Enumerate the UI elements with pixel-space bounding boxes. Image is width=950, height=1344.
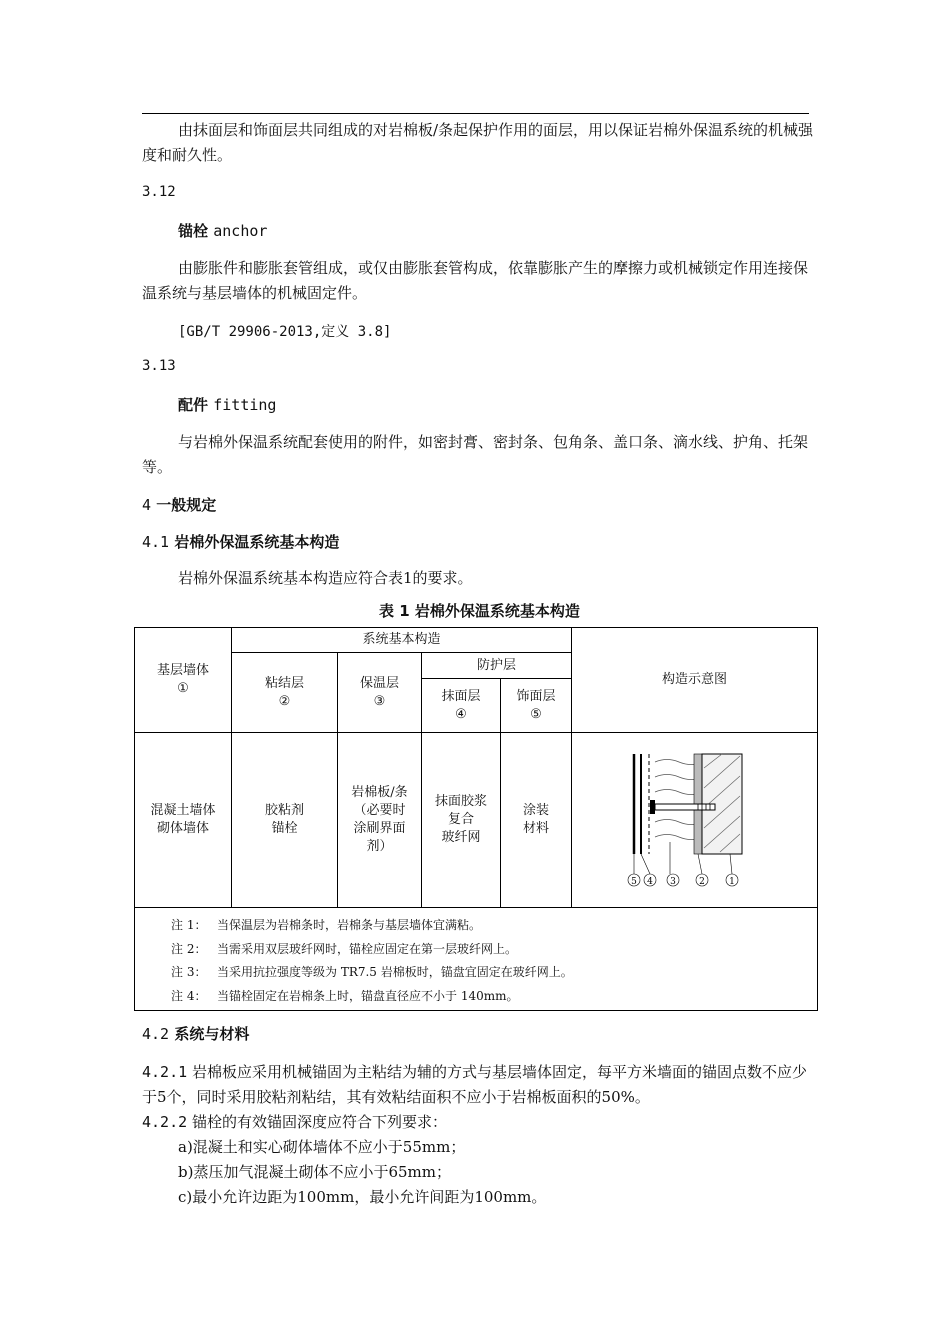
term-fitting bbox=[178, 394, 276, 415]
header-base-wall: 基层墙体 ① bbox=[135, 628, 232, 733]
header-plaster-layer: 抹面层 ④ bbox=[422, 679, 501, 733]
section-4-1-text: 岩棉外保温系统基本构造应符合表1的要求。 bbox=[178, 569, 473, 587]
anchor-definition: 由膨胀件和膨胀套管组成，或仅由膨胀套管构成，依靠膨胀产生的摩擦力或机械锁定作用连接保温系统与基层墙体的机械固定件。 bbox=[142, 259, 809, 302]
note-2: 注 2： 当需采用双层玻纤网时，锚栓应固定在第一层玻纤网上。 bbox=[171, 941, 518, 956]
note-1: 注 1： 当保温层为岩棉条时，岩棉条与基层墙体宜满粘。 bbox=[171, 918, 482, 932]
section-4-2-2: 4.2.2 锚栓的有效锚固深度应符合下列要求： bbox=[142, 1113, 447, 1131]
list-item-a: a)混凝土和实心砌体墙体不应小于55mm； bbox=[178, 1138, 466, 1156]
section-4-heading: 4 一般规定 bbox=[142, 496, 217, 514]
header-adhesive-layer: 粘结层 ② bbox=[232, 653, 338, 733]
header-finish-layer: 饰面层 ⑤ bbox=[501, 679, 572, 733]
header-rule bbox=[142, 113, 809, 114]
section-3-12-number: 3.12 bbox=[142, 184, 176, 200]
construction-diagram bbox=[620, 742, 770, 892]
anchor-reference: [GB/T 29906-2013,定义 3.8] bbox=[178, 324, 392, 340]
cell-diagram bbox=[572, 733, 818, 908]
diagram-label-2: 2 bbox=[698, 877, 705, 887]
list-item-c: c)最小允许边距为100mm，最小允许间距为100mm。 bbox=[178, 1188, 547, 1206]
note-3: 注 3： 当采用抗拉强度等级为 TR7.5 岩棉板时，锚盘宜固定在玻纤网上。 bbox=[171, 965, 573, 979]
diagram-label-5: 5 bbox=[630, 877, 637, 887]
cell-adhesive: 胶粘剂 锚栓 bbox=[232, 733, 338, 908]
cell-insulation: 岩棉板/条 （必要时 涂刷界面 剂） bbox=[338, 733, 422, 908]
list-item-b: b)蒸压加气混凝土砌体不应小于65mm； bbox=[178, 1163, 451, 1181]
table-caption: 表 1 岩棉外保温系统基本构造 bbox=[379, 602, 580, 620]
cell-base-wall: 混凝土墙体 砌体墙体 bbox=[135, 733, 232, 908]
header-system: 系统基本构造 bbox=[232, 628, 572, 653]
term-fitting-cn: 配件 bbox=[178, 396, 209, 414]
header-protection-layer: 防护层 bbox=[422, 653, 572, 679]
term-anchor-cn: 锚栓 bbox=[178, 222, 209, 240]
cell-finish: 涂装 材料 bbox=[501, 733, 572, 908]
anchor-plate bbox=[650, 800, 655, 814]
header-diagram: 构造示意图 bbox=[572, 628, 818, 733]
term-fitting-en: fitting bbox=[213, 396, 277, 414]
section-4-2-1: 4.2.1 岩棉板应采用机械锚固为主粘结为辅的方式与基层墙体固定，每平方米墙面的锚固点数不应少于5个，同时采用胶粘剂粘结，其有效粘结面积不应小于岩棉板面积的50%。 bbox=[142, 1063, 807, 1106]
table-notes bbox=[135, 908, 818, 1011]
intro-paragraph: 由抹面层和饰面层共同组成的对岩棉板/条起保护作用的面层，用以保证岩棉外保温系统的机械强度和耐久性。 bbox=[142, 121, 814, 164]
diagram-label-4: 4 bbox=[646, 877, 653, 887]
section-4-2-heading: 4.2 系统与材料 bbox=[142, 1025, 250, 1043]
diagram-label-3: 3 bbox=[669, 877, 676, 887]
term-anchor bbox=[178, 220, 267, 241]
note-4: 注 4： 当锚栓固定在岩棉条上时，锚盘直径应不小于 140mm。 bbox=[171, 988, 519, 1003]
diagram-label-1: 1 bbox=[728, 877, 735, 887]
cell-plaster: 抹面胶浆 复合 玻纤网 bbox=[422, 733, 501, 908]
section-3-13-number: 3.13 bbox=[142, 358, 176, 374]
section-4-1-heading: 4.1 岩棉外保温系统基本构造 bbox=[142, 533, 340, 551]
construction-table bbox=[134, 627, 818, 1011]
term-anchor-en: anchor bbox=[213, 222, 268, 240]
fitting-definition: 与岩棉外保温系统配套使用的附件，如密封膏、密封条、包角条、盖口条、滴水线、护角、托架等。 bbox=[142, 433, 809, 476]
header-insulation-layer: 保温层 ③ bbox=[338, 653, 422, 733]
